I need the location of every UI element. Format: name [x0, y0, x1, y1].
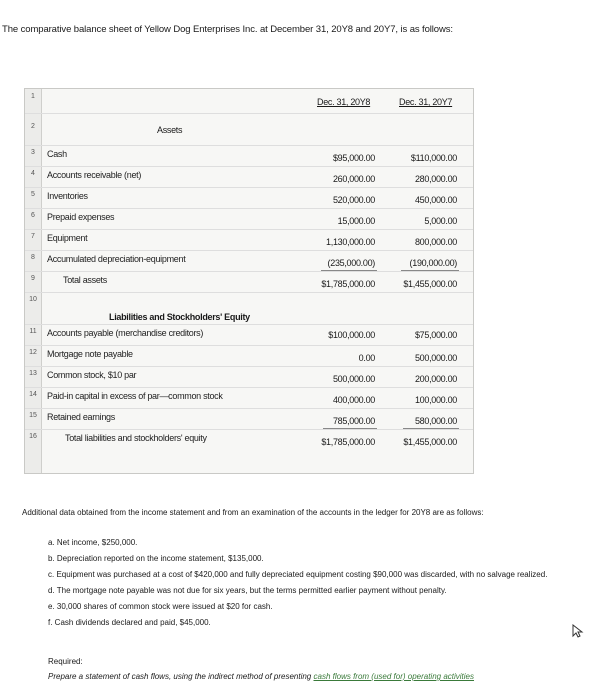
table-row	[25, 145, 473, 167]
row-number: 3	[31, 149, 35, 156]
liabilities-heading-row	[25, 292, 473, 325]
value-20y8: 0.00	[358, 353, 375, 363]
row-number: 4	[31, 170, 35, 177]
row-label: Common stock, $10 par	[47, 370, 137, 380]
row-label: Inventories	[47, 191, 88, 201]
value-20y8: $1,785,000.00	[321, 279, 375, 289]
value-20y7: $75,000.00	[414, 330, 457, 340]
row-number: 6	[31, 212, 35, 219]
value-20y8: 1,130,000.00	[326, 237, 375, 247]
row-label: Mortgage note payable	[47, 349, 133, 359]
list-item: a. Net income, $250,000.	[48, 538, 138, 547]
row-number: 7	[31, 233, 35, 240]
row-label: Equipment	[47, 233, 88, 243]
row-label: Total assets	[63, 275, 107, 285]
row-label: Accounts receivable (net)	[47, 170, 142, 180]
additional-data-list	[48, 535, 547, 631]
liabilities-heading: Liabilities and Stockholders' Equity	[109, 312, 250, 322]
row-number: 1	[31, 93, 35, 100]
row-label: Paid-in capital in excess of par—common stock	[47, 391, 223, 401]
value-20y7: $1,455,000.00	[403, 279, 457, 289]
assets-heading: Assets	[157, 125, 183, 135]
table-row	[25, 345, 473, 367]
row-number: 2	[31, 123, 35, 130]
table-row	[25, 271, 473, 293]
required-label: Required:	[48, 657, 83, 666]
row-number: 13	[29, 370, 37, 377]
value-20y8: 260,000.00	[332, 174, 375, 184]
value-20y7: 280,000.00	[414, 174, 457, 184]
table-row	[25, 408, 473, 430]
row-label: Retained earnings	[47, 412, 115, 422]
table-row	[25, 387, 473, 409]
row-number: 5	[31, 191, 35, 198]
table-row	[25, 166, 473, 188]
table-row	[25, 208, 473, 230]
value-20y8: $1,785,000.00	[321, 437, 375, 447]
value-20y7: 100,000.00	[414, 395, 457, 405]
operating-activities-link[interactable]: cash flows from (used for) operating activities	[313, 672, 475, 681]
list-item: c. Equipment was purchased at a cost of $420,000 and fully depreciated equipment costing $90,000 was discarded, with no salvage realized.	[48, 570, 548, 579]
row-label: Cash	[47, 149, 67, 159]
table-row	[25, 429, 473, 450]
row-number: 9	[31, 275, 35, 282]
row-number: 8	[31, 254, 35, 261]
row-number: 10	[29, 296, 37, 303]
value-20y8: 785,000.00	[332, 416, 375, 426]
row-number: 14	[29, 391, 37, 398]
row-number: 11	[29, 328, 37, 335]
table-row	[25, 229, 473, 251]
value-20y7: 450,000.00	[414, 195, 457, 205]
row-number: 16	[29, 433, 37, 440]
list-item: e. 30,000 shares of common stock were issued at $20 for cash.	[48, 602, 273, 611]
table-row	[25, 250, 473, 272]
value-20y7: 800,000.00	[414, 237, 457, 247]
value-20y8: 500,000.00	[332, 374, 375, 384]
list-item: f. Cash dividends declared and paid, $45,000.	[48, 618, 211, 627]
row-number: 15	[29, 412, 37, 419]
instruction	[48, 672, 474, 681]
table-row	[25, 187, 473, 209]
problem-intro: The comparative balance sheet of Yellow Dog Enterprises Inc. at December 31, 20Y8 and 20Y7, is as follows:	[2, 24, 453, 35]
value-20y8: 400,000.00	[332, 395, 375, 405]
row-label: Accumulated depreciation-equipment	[47, 254, 186, 264]
value-20y7: 580,000.00	[414, 416, 457, 426]
col-header-20y8: Dec. 31, 20Y8	[317, 97, 371, 107]
value-20y7: (190,000.00)	[409, 258, 457, 268]
row-label: Total liabilities and stockholders' equity	[65, 433, 207, 443]
additional-data-intro: Additional data obtained from the income statement and from an examination of the accounts in the ledger for 20Y8 are as follows:	[22, 508, 484, 517]
balance-sheet-table	[24, 88, 474, 474]
table-row	[25, 324, 473, 346]
value-20y8: $100,000.00	[328, 330, 375, 340]
col-header-20y7: Dec. 31, 20Y7	[399, 97, 453, 107]
value-20y7: $110,000.00	[410, 153, 457, 163]
list-item: b. Depreciation reported on the income statement, $135,000.	[48, 554, 264, 563]
value-20y7: $1,455,000.00	[403, 437, 457, 447]
value-20y7: 5,000.00	[424, 216, 457, 226]
value-20y8: 520,000.00	[332, 195, 375, 205]
cursor-icon	[572, 624, 584, 638]
value-20y7: 200,000.00	[414, 374, 457, 384]
instruction-text: Prepare a statement of cash flows, using the indirect method of presenting	[48, 672, 312, 681]
value-20y8: $95,000.00	[332, 153, 375, 163]
list-item: d. The mortgage note payable was not due for six years, but the terms permitted earlier payment without penalty.	[48, 586, 447, 595]
value-20y8: (235,000.00)	[327, 258, 375, 268]
table-row	[25, 366, 473, 388]
assets-heading-row	[25, 113, 473, 146]
header-row	[25, 89, 473, 114]
row-label: Accounts payable (merchandise creditors)	[47, 328, 204, 338]
row-number: 12	[29, 349, 37, 356]
value-20y7: 500,000.00	[414, 353, 457, 363]
row-label: Prepaid expenses	[47, 212, 115, 222]
value-20y8: 15,000.00	[337, 216, 375, 226]
